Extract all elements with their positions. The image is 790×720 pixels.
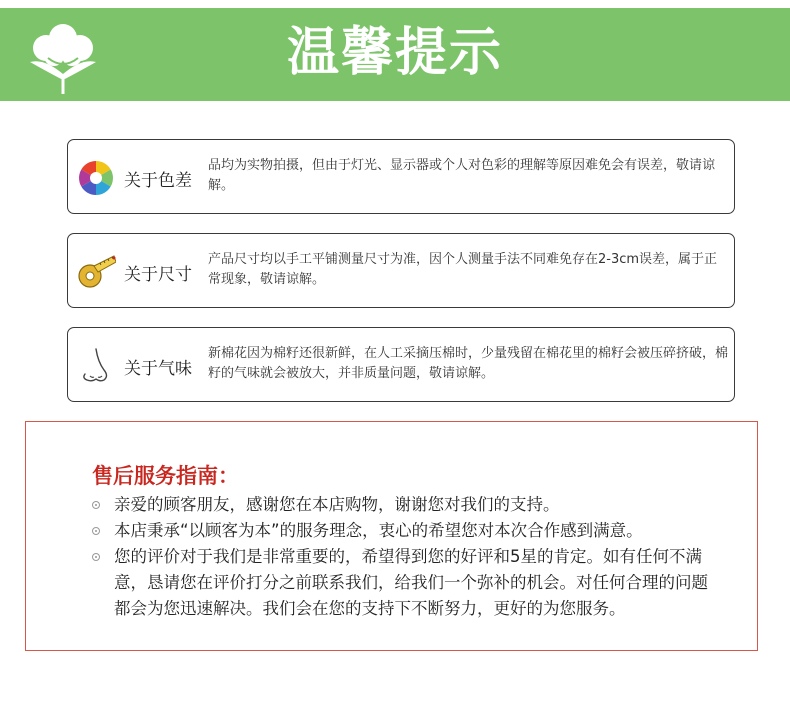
nose-icon — [76, 346, 116, 386]
service-list — [92, 492, 712, 622]
notice-smell — [67, 327, 735, 402]
banner-title: 温馨提示 — [286, 23, 503, 83]
tape-measure-icon — [76, 252, 116, 292]
notice-text: 产品尺寸均以手工平铺测量尺寸为准，因个人测量手法不同难免存在2-3cm误差，属于正常现象，敬请谅解。 — [208, 252, 718, 287]
header-banner — [0, 8, 790, 101]
notice-label: 关于气味 — [124, 359, 192, 379]
notice-color-difference — [67, 139, 735, 214]
notice-label: 关于尺寸 — [124, 265, 192, 285]
bullet-icon — [92, 501, 100, 509]
color-wheel-icon — [76, 158, 116, 198]
list-item-text: 本店秉承“以顾客为本”的服务理念，衷心的希望您对本次合作感到满意。 — [114, 521, 643, 540]
after-sales-guide — [25, 421, 758, 651]
list-item-text: 亲爱的顾客朋友，感谢您在本店购物，谢谢您对我们的支持。 — [114, 495, 560, 514]
notice-label: 关于色差 — [124, 171, 192, 191]
list-item — [92, 518, 712, 544]
service-heading: 售后服务指南： — [92, 464, 239, 488]
notice-text: 品均为实物拍摄，但由于灯光、显示器或个人对色彩的理解等原因难免会有误差，敬请谅解。 — [208, 158, 716, 193]
list-item — [92, 492, 712, 518]
notice-text: 新棉花因为棉籽还很新鲜，在人工采摘压棉时，少量残留在棉花里的棉籽会被压碎挤破，棉籽的气味就会被放大，并非质量问题，敬请谅解。 — [208, 346, 729, 381]
notice-size — [67, 233, 735, 308]
bullet-icon — [92, 527, 100, 535]
list-item-text: 您的评价对于我们是非常重要的，希望得到您的好评和5星的肯定。如有任何不满意，恳请您在评价打分之前联系我们，给我们一个弥补的机会。对任何合理的问题都会为您迅速解决。我们会在您的支持下不断努力，更好的为您服务。 — [114, 547, 708, 618]
list-item — [92, 544, 712, 622]
bullet-icon — [92, 553, 100, 561]
